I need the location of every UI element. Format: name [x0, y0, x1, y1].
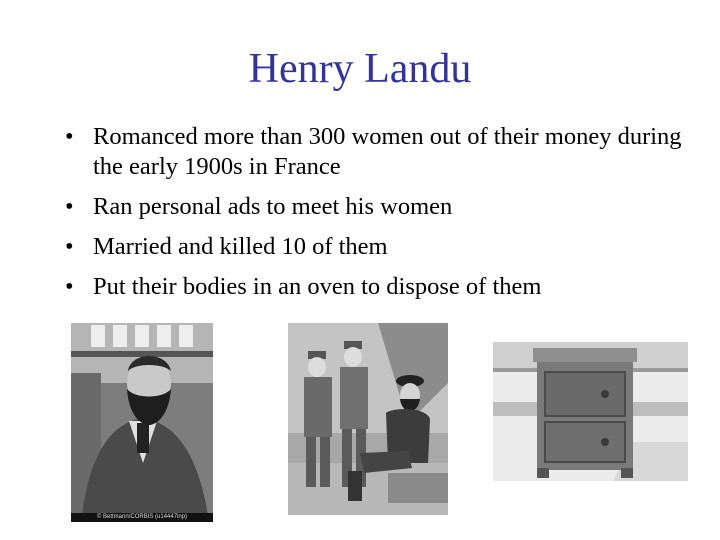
photo-credit: © Bettmann/CORBIS (u14447inp)	[71, 513, 213, 522]
slide-title: Henry Landu	[248, 46, 472, 92]
bullet-item: • Married and killed 10 of them	[65, 232, 685, 262]
portrait-photo	[71, 323, 213, 522]
bullet-item: • Ran personal ads to meet his women	[65, 192, 685, 222]
bullet-item: • Put their bodies in an oven to dispose of them	[65, 272, 685, 302]
oven-photo	[493, 342, 688, 481]
arrest-photo	[288, 323, 448, 515]
bullet-list	[65, 122, 685, 312]
bullet-item: • Romanced more than 300 women out of their money during the early 1900s in France	[65, 122, 685, 182]
